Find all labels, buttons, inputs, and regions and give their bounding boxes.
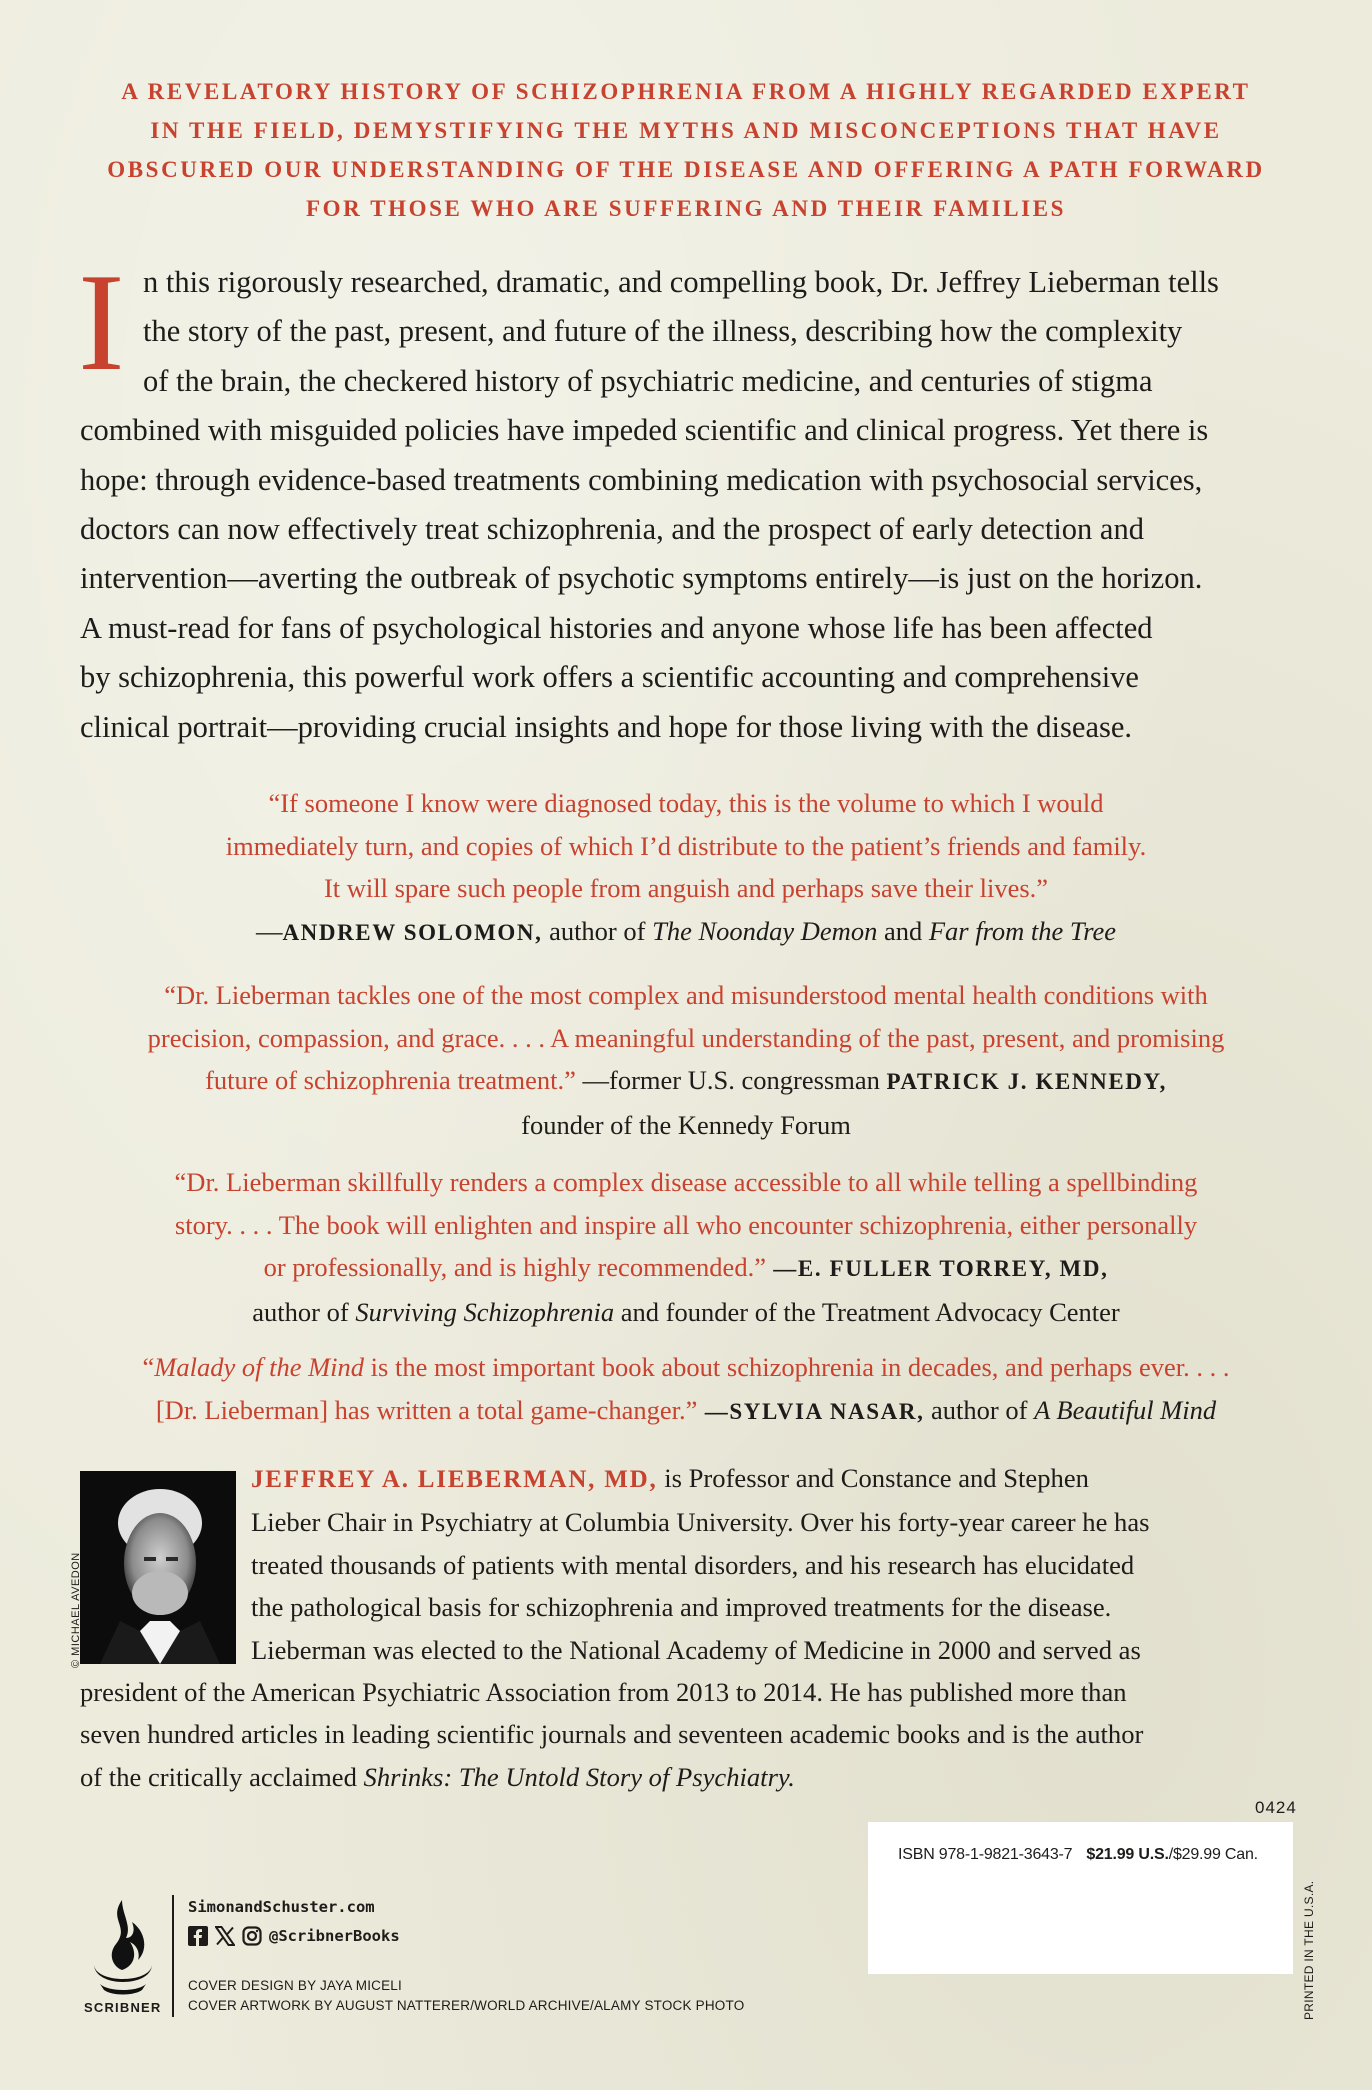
publisher-brand: SCRIBNER: [84, 2000, 162, 2015]
price-us: $21.99 U.S.: [1086, 1846, 1169, 1863]
quote-line: [60, 1346, 1312, 1389]
quote-line: [60, 1246, 1312, 1291]
attr-text: —former U.S. congressman: [575, 1065, 887, 1095]
author-name: JEFFREY A. LIEBERMAN, MD,: [251, 1466, 658, 1493]
bio-line: Lieberman was elected to the National Academy of Medicine in 2000 and served as: [251, 1634, 1141, 1665]
attr-name: ANDREW SOLOMON,: [282, 919, 543, 945]
bio-line: treated thousands of patients with mental disorders, and his research has elucidated: [251, 1549, 1135, 1580]
attr-name: —SYLVIA NASAR,: [697, 1398, 925, 1424]
book-title: Surviving Schizophrenia: [355, 1296, 615, 1327]
cover-design-credit: COVER DESIGN BY JAYA MICELI: [188, 1978, 402, 1993]
quote-line: “If someone I know were diagnosed today, this is the volume to which I would: [268, 788, 1104, 818]
quote-line: [60, 1389, 1312, 1434]
book-title: Malady of the Mind: [154, 1352, 365, 1382]
bio-line: [80, 1756, 1300, 1798]
author-bio: [80, 1457, 1300, 1798]
quote-text: or professionally, and is highly recommended.”: [263, 1252, 766, 1282]
bio-line: the pathological basis for schizophrenia and improved treatments for the disease.: [251, 1592, 1112, 1623]
quote-line: story. . . . The book will enlighten and inspire all who encounter schizophrenia, either personally: [174, 1209, 1198, 1240]
headline: [60, 72, 1312, 228]
social-handle[interactable]: @ScribnerBooks: [269, 1927, 400, 1945]
intro-line: combined with misguided policies have impeded scientific and clinical progress. Yet there is: [80, 413, 1209, 448]
quote-mark: “: [142, 1352, 155, 1382]
quote-line: It will spare such people from anguish and perhaps save their lives.”: [323, 873, 1049, 903]
headline-line: OBSCURED OUR UNDERSTANDING OF THE DISEASE AND OFFERING A PATH FORWARD: [107, 157, 1265, 182]
headline-line: FOR THOSE WHO ARE SUFFERING AND THEIR FAMILIES: [305, 196, 1067, 221]
drop-cap: I: [78, 245, 125, 400]
publisher-info: [188, 1898, 400, 1946]
intro-line: clinical portrait—providing crucial insights and hope for those living with the disease.: [80, 709, 1133, 744]
attr-text: and: [877, 915, 929, 946]
attr-text: and founder of the Treatment Advocacy Center: [614, 1296, 1120, 1327]
cover-credits: [188, 1976, 744, 2016]
price-can: /$29.99 Can.: [1168, 1846, 1258, 1863]
headline-line: IN THE FIELD, DEMYSTIFYING THE MYTHS AND MISCONCEPTIONS THAT HAVE: [150, 118, 1222, 143]
isbn-line: [898, 1846, 1258, 1864]
scribner-logo: [78, 1892, 168, 2002]
bio-text: is Professor and Constance and Stephen: [657, 1463, 1089, 1493]
quote-line: “Dr. Lieberman tackles one of the most complex and misunderstood mental health conditions with: [164, 980, 1208, 1010]
divider: [172, 1895, 174, 2017]
bio-line: president of the American Psychiatric Association from 2013 to 2014. He has published more than: [80, 1677, 1127, 1708]
x-icon[interactable]: [215, 1926, 235, 1946]
intro-paragraph: [78, 245, 1300, 752]
photo-credit: © MICHAEL AVEDON: [70, 1552, 82, 1668]
isbn-number: ISBN 978-1-9821-3643-7: [898, 1846, 1073, 1863]
quote-nasar: [60, 1346, 1312, 1433]
intro-line: doctors can now effectively treat schizophrenia, and the prospect of early detection and: [80, 512, 1144, 547]
flame-icon: [78, 1892, 168, 2002]
intro-line: the story of the past, present, and future of the illness, describing how the complexity: [143, 314, 1183, 349]
social-row: [188, 1926, 400, 1946]
bio-line: seven hundred articles in leading scientific journals and seventeen academic books and is the author: [80, 1719, 1144, 1750]
intro-line: of the brain, the checkered history of psychiatric medicine, and centuries of stigma: [143, 363, 1153, 398]
intro-line: intervention—averting the outbreak of psychotic symptoms entirely—is just on the horizon.: [80, 561, 1203, 596]
quote-solomon: [60, 782, 1312, 954]
attr-text: author of: [924, 1394, 1035, 1425]
intro-line: by schizophrenia, this powerful work offers a scientific accounting and comprehensive: [80, 660, 1139, 695]
book-title: The Noonday Demon: [652, 915, 878, 946]
quote-torrey: [60, 1161, 1312, 1333]
book-title: A Beautiful Mind: [1034, 1394, 1217, 1425]
quote-text: future of schizophrenia treatment.”: [205, 1065, 576, 1095]
attr-name: PATRICK J. KENNEDY,: [886, 1069, 1167, 1094]
quote-text: is the most important book about schizophrenia in decades, and perhaps ever. . . .: [364, 1352, 1230, 1382]
publisher-website[interactable]: SimonandSchuster.com: [188, 1898, 375, 1916]
headline-line: A REVELATORY HISTORY OF SCHIZOPHRENIA FROM A HIGHLY REGARDED EXPERT: [121, 79, 1251, 104]
attr-text: author of: [542, 915, 653, 946]
printed-in-usa: PRINTED IN THE U.S.A.: [1302, 1880, 1316, 2020]
print-code: 0424: [1255, 1798, 1297, 1817]
bio-line: [80, 1457, 1300, 1501]
quote-text: [Dr. Lieberman] has written a total game-changer.”: [155, 1394, 698, 1425]
bio-text: of the critically acclaimed: [80, 1761, 364, 1792]
quote-attribution: [60, 1291, 1312, 1334]
cover-artwork-credit: COVER ARTWORK BY AUGUST NATTERER/WORLD ARCHIVE/ALAMY STOCK PHOTO: [188, 1998, 745, 2013]
intro-line: n this rigorously researched, dramatic, and compelling book, Dr. Jeffrey Lieberman tells: [143, 265, 1219, 299]
quote-line: precision, compassion, and grace. . . . A meaningful understanding of the past, present, and promising: [147, 1022, 1225, 1053]
facebook-icon[interactable]: [188, 1926, 208, 1946]
attr-dash: —: [255, 915, 283, 946]
quote-line: “Dr. Lieberman skillfully renders a complex disease accessible to all while telling a spellbinding: [174, 1167, 1198, 1197]
intro-line: hope: through evidence-based treatments combining medication with psychosocial services,: [80, 462, 1203, 497]
barcode-box: [868, 1822, 1293, 1974]
quote-attribution: [60, 910, 1312, 955]
quote-attribution: founder of the Kennedy Forum: [521, 1109, 851, 1140]
quote-line: immediately turn, and copies of which I’d distribute to the patient’s friends and family.: [225, 830, 1147, 861]
instagram-icon[interactable]: [242, 1926, 262, 1946]
quote-kennedy: [60, 974, 1312, 1146]
quote-line: [60, 1059, 1312, 1104]
book-title: Far from the Tree: [928, 915, 1117, 946]
attr-text: author of: [252, 1296, 356, 1327]
bio-line: Lieber Chair in Psychiatry at Columbia University. Over his forty-year career he has: [251, 1507, 1150, 1538]
book-title: Shrinks: The Untold Story of Psychiatry.: [363, 1761, 795, 1792]
intro-line: A must-read for fans of psychological histories and anyone whose life has been affected: [80, 610, 1153, 645]
attr-name: —E. FULLER TORREY, MD,: [765, 1256, 1109, 1281]
